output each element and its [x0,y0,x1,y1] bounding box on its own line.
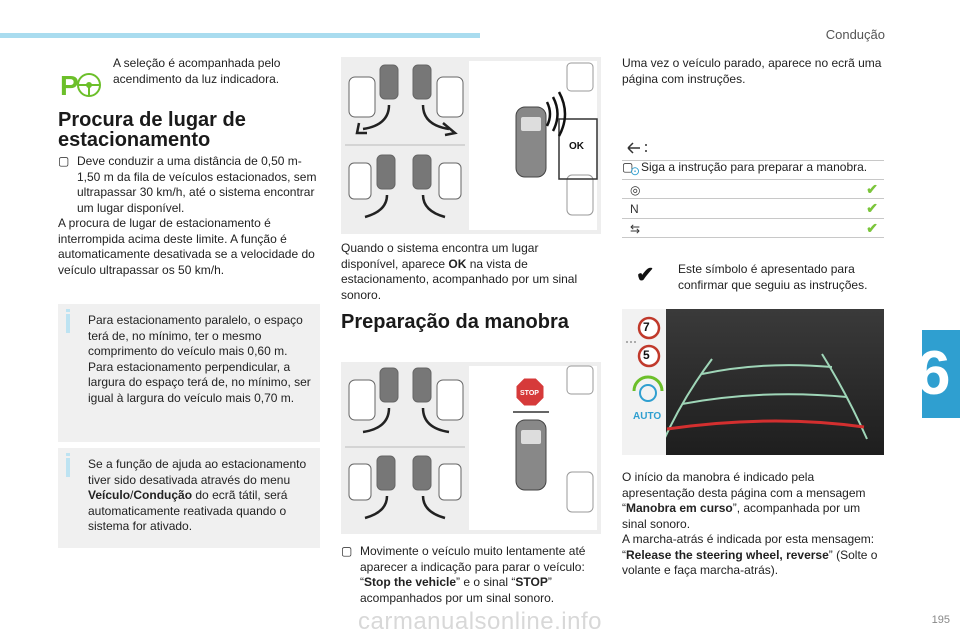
check-green-icon: ✔ [866,200,878,216]
bullet2-stop: STOP [515,575,548,589]
heading-parking-search [58,110,246,150]
checklist-row-steering [622,160,884,180]
section-title: Condução [825,27,885,42]
header-accent-bar [0,33,480,38]
reverse-part-a: A marcha-atrás é indicada por esta mensagem: “ [622,532,875,562]
para-check-symbol: Este símbolo é apresentado para confirmar que seguiu as instruções. [678,262,868,292]
check-green-icon: ✔ [866,219,878,236]
parking-found-illustration [341,57,601,234]
checkbox-bullet-icon: ▢ [622,160,634,174]
camera-number-5: 5 [643,348,650,362]
found-part-c: na vista de estacionamento, acompanhado por um sinal sonoro. [341,256,578,302]
reverse-camera-view [622,309,884,455]
bullet2-part-e: ” acompanhados por um sinal sonoro. [360,575,555,605]
bullet-distance [58,154,320,216]
note2-part-e: do ecrã tátil, será automaticamente reativada quando o sistema for ativado. [88,488,288,533]
para-space-found [341,241,599,303]
auto-label: AUTO [633,411,662,422]
check-mark-icon: ✔ [636,262,655,287]
watermark-text: carmanualsonline.info [358,608,602,635]
note-text: Para estacionamento paralelo, o espaço terá de, no mínimo, ter o mesmo comprimento do veículo mais 0,60 m. Para estacionamento perpendicular, a largura do espaço terá de, no mínimo, ser igual à largura do veículo mais 0,70 m. [88,313,311,405]
found-ok: OK [448,256,467,271]
note2-part-a: Se a função de ajuda ao estacionamento tiver sido desativada através do menu [88,457,307,487]
found-part-a: Quando o sistema encontra um lugar disponível, aparece [341,241,539,271]
para-speed-limit: A procura de lugar de estacionamento é interrompida acima deste limite. A função é automaticamente desativada se a velocidade do veículo ultrapassar os 50 km/h. [58,216,315,277]
bullet2-part-a: Movimente o veículo muito lentamente até aparecer a indicação para parar o veículo: “ [360,544,586,589]
note2-menu-vehicle: Veículo [88,488,131,502]
start-part-c: ”, acompanhada por um sinal sonoro. [622,501,861,531]
chapter-tab [916,330,960,418]
svg-text:P: P [60,70,79,101]
checklist-row-sensor [622,180,884,200]
camera-guides [622,309,884,455]
ok-label: OK [569,141,584,152]
bullet3-text: Siga a instrução para preparar a manobra. [641,160,868,174]
gear-neutral-label: N [630,202,639,216]
heading-maneuver-prep: Preparação da manobra [341,311,569,333]
parking-diagram-stop [341,362,601,534]
back-arrow-icon [626,140,656,158]
heading-line-1: Procura de lugar de [58,109,246,131]
note2-slash: / [130,488,134,502]
check-green-icon: ✔ [866,180,878,197]
camera-number-7: 7 [643,320,650,334]
bullet2-part-c: ” e o sinal “ [456,575,516,589]
indicator-text: A seleção é acompanhada pelo acendimento da luz indicadora. [113,56,281,86]
bullet-text: Deve conduzir a uma distância de 0,50 m-1,50 m da fila de veículos estacionados, sem ultrapassar 30 km/h, até o sistema encontrar um lugar disponível. [77,154,317,215]
note2-menu-driving: Condução [133,488,193,502]
info-icon [66,314,70,333]
steering-wheel-icon: ⊙ [630,164,641,178]
reverse-part-c: ” (Solte o volante e faça marcha-atrás). [622,547,878,577]
page-number: 195 [931,614,950,626]
heading-line-2: estacionamento [58,129,211,151]
sensor-icon: ◎ [630,182,641,197]
hand-release-icon: ⇆ [630,221,641,236]
stop-illustration [341,362,601,534]
chapter-number: 6 [916,339,951,408]
note-reactivation [58,448,320,548]
checklist-row-gear [622,199,884,219]
para-maneuver-start [622,470,884,579]
bullet2-stop-vehicle: Stop the vehicle [364,575,457,589]
start-part-a: O início da manobra é indicado pela apresentação desta página com a mensagem “ [622,470,866,515]
checkbox-bullet-icon: ▢ [341,544,353,558]
info-icon [66,458,70,477]
checklist-row-hands [622,219,884,239]
reverse-msg: Release the steering wheel, reverse [626,547,829,562]
bullet-stop-vehicle [341,544,599,606]
para-vehicle-stopped: Uma vez o veículo parado, aparece no ecrã uma página com instruções. [622,56,882,86]
stop-sign-label: STOP [520,390,539,397]
park-assist-icon [58,64,108,104]
start-maneuver-msg: Manobra em curso [626,501,733,515]
note-space-size [58,304,320,442]
checkbox-bullet-icon: ▢ [58,154,70,168]
instruction-checklist [622,160,884,238]
parking-diagram-ok [341,57,601,234]
